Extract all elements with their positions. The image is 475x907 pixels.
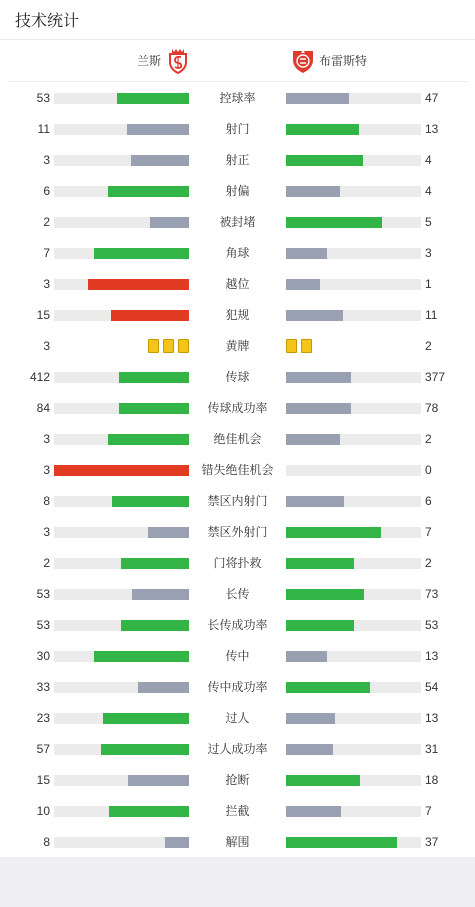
away-stat-bar-fill xyxy=(286,434,340,445)
yellow-card-icon xyxy=(286,339,297,353)
home-stat-bar-fill xyxy=(108,434,189,445)
stat-label: 抢断 xyxy=(225,773,250,787)
home-stat-value: 15 xyxy=(36,308,50,322)
home-stat-bar-fill xyxy=(128,775,189,786)
away-stat-value: 4 xyxy=(425,153,432,167)
home-stat-bar xyxy=(54,403,189,414)
home-stat-value: 8 xyxy=(43,494,50,508)
stat-label: 黄牌 xyxy=(225,339,250,353)
home-team-logo-icon xyxy=(167,48,189,74)
home-stat-bar-fill xyxy=(101,744,189,755)
home-stat-value: 3 xyxy=(43,277,50,291)
page-title: 技术统计 xyxy=(15,13,80,30)
stat-row xyxy=(0,145,475,176)
away-stat-value: 0 xyxy=(425,463,432,477)
home-stat-value: 3 xyxy=(43,463,50,477)
stat-row xyxy=(0,300,475,331)
away-stat-value: 47 xyxy=(425,91,439,105)
stat-label: 越位 xyxy=(225,277,250,291)
home-stat-value: 84 xyxy=(36,401,50,415)
away-team[interactable] xyxy=(292,40,367,81)
yellow-card-icon xyxy=(301,339,312,353)
away-stat-bar xyxy=(286,465,421,476)
home-stat-bar-fill xyxy=(131,155,189,166)
home-stat-value: 53 xyxy=(36,587,50,601)
home-stat-value: 57 xyxy=(36,742,50,756)
away-stat-bar xyxy=(286,837,421,848)
home-stat-bar xyxy=(54,465,189,476)
home-stat-bar xyxy=(54,558,189,569)
away-stat-bar xyxy=(286,682,421,693)
away-team-logo-icon xyxy=(292,48,314,74)
away-stat-bar-fill xyxy=(286,310,343,321)
home-stat-bar xyxy=(54,837,189,848)
yellow-card-icon xyxy=(178,339,189,353)
away-stat-bar-fill xyxy=(286,248,327,259)
home-stat-value: 30 xyxy=(36,649,50,663)
away-stat-bar xyxy=(286,403,421,414)
away-stat-bar-fill xyxy=(286,589,364,600)
away-stat-value: 1 xyxy=(425,277,432,291)
away-stat-bar-fill xyxy=(286,155,363,166)
home-stat-value: 3 xyxy=(43,153,50,167)
home-stat-bar xyxy=(54,713,189,724)
away-stat-value: 2 xyxy=(425,556,432,570)
stat-label: 拦截 xyxy=(225,804,250,818)
home-stat-bar-fill xyxy=(127,124,189,135)
home-stat-bar-fill xyxy=(54,465,189,476)
home-stat-value: 33 xyxy=(36,680,50,694)
away-stat-bar-fill xyxy=(286,527,381,538)
home-stat-bar xyxy=(54,775,189,786)
stat-row xyxy=(0,703,475,734)
away-stat-value: 18 xyxy=(425,773,439,787)
stat-label: 过人成功率 xyxy=(207,742,268,756)
home-stat-bar xyxy=(54,496,189,507)
away-stat-value: 7 xyxy=(425,804,432,818)
home-stat-bar xyxy=(54,279,189,290)
away-stat-bar-fill xyxy=(286,806,341,817)
stat-row xyxy=(0,765,475,796)
stat-label: 门将扑救 xyxy=(213,556,262,570)
stat-row xyxy=(0,827,475,858)
home-stat-value: 3 xyxy=(43,525,50,539)
away-stat-bar xyxy=(286,589,421,600)
stat-label: 控球率 xyxy=(219,91,256,105)
home-stat-bar-fill xyxy=(109,806,189,817)
home-stat-bar-fill xyxy=(103,713,189,724)
stat-label: 解围 xyxy=(225,835,250,849)
away-team-name: 布雷斯特 xyxy=(319,54,368,68)
stat-row xyxy=(0,517,475,548)
home-stat-bar xyxy=(54,682,189,693)
away-stat-value: 31 xyxy=(425,742,439,756)
stat-label: 长传成功率 xyxy=(207,618,268,632)
home-stat-bar xyxy=(54,155,189,166)
stat-label: 被封堵 xyxy=(219,215,256,229)
away-stat-bar xyxy=(286,124,421,135)
home-stat-bar xyxy=(54,806,189,817)
home-stat-value: 8 xyxy=(43,835,50,849)
stat-label: 射偏 xyxy=(225,184,250,198)
away-stat-bar-fill xyxy=(286,279,320,290)
home-stat-bar xyxy=(54,93,189,104)
home-stat-bar-fill xyxy=(94,651,189,662)
away-stat-value: 13 xyxy=(425,122,439,136)
home-stat-value: 3 xyxy=(43,432,50,446)
away-stat-value: 377 xyxy=(425,370,446,384)
stat-label: 射门 xyxy=(225,122,250,136)
away-stat-bar xyxy=(286,217,421,228)
away-stat-bar-fill xyxy=(286,186,340,197)
stat-row xyxy=(0,83,475,114)
away-stat-bar-fill xyxy=(286,217,382,228)
away-stat-bar-fill xyxy=(286,682,370,693)
stat-row xyxy=(0,393,475,424)
stat-label: 错失绝佳机会 xyxy=(201,463,274,477)
home-stat-value: 2 xyxy=(43,556,50,570)
stat-row xyxy=(0,579,475,610)
away-stat-bar xyxy=(286,651,421,662)
stat-row xyxy=(0,424,475,455)
stat-row xyxy=(0,176,475,207)
away-stat-value: 53 xyxy=(425,618,439,632)
home-team-name: 兰斯 xyxy=(136,54,161,68)
home-stat-bar-fill xyxy=(165,837,189,848)
away-stat-value: 13 xyxy=(425,649,439,663)
away-stat-value: 2 xyxy=(425,339,432,353)
home-stat-bar-fill xyxy=(132,589,189,600)
home-stat-bar-fill xyxy=(121,620,189,631)
stat-label: 角球 xyxy=(225,246,250,260)
away-stat-bar xyxy=(286,558,421,569)
stat-row xyxy=(0,269,475,300)
home-stat-bar-fill xyxy=(150,217,189,228)
home-stat-value: 10 xyxy=(36,804,50,818)
away-stat-bar-fill xyxy=(286,620,354,631)
stat-row xyxy=(0,796,475,827)
away-stat-bar xyxy=(286,744,421,755)
home-stat-bar xyxy=(54,589,189,600)
home-stat-bar-fill xyxy=(94,248,189,259)
stat-label: 犯规 xyxy=(225,308,250,322)
stat-row xyxy=(0,455,475,486)
away-stat-value: 2 xyxy=(425,432,432,446)
away-yellow-cards xyxy=(286,339,312,353)
home-stat-value: 3 xyxy=(43,339,50,353)
stat-row xyxy=(0,486,475,517)
stat-row xyxy=(0,734,475,765)
away-stat-bar-fill xyxy=(286,651,327,662)
stat-label: 长传 xyxy=(225,587,250,601)
home-stat-value: 7 xyxy=(43,246,50,260)
home-stat-bar xyxy=(54,744,189,755)
home-stat-bar-fill xyxy=(119,403,189,414)
stat-label: 射正 xyxy=(225,153,250,167)
away-stat-value: 3 xyxy=(425,246,432,260)
away-stat-bar-fill xyxy=(286,558,354,569)
home-stat-value: 11 xyxy=(37,122,50,136)
home-stat-value: 15 xyxy=(36,773,50,787)
home-stat-bar xyxy=(54,310,189,321)
stat-row xyxy=(0,548,475,579)
stat-row xyxy=(0,610,475,641)
home-stat-bar-fill xyxy=(111,310,189,321)
away-stat-bar-fill xyxy=(286,124,359,135)
away-stat-bar-fill xyxy=(286,775,360,786)
stat-label: 绝佳机会 xyxy=(213,432,262,446)
stat-row xyxy=(0,641,475,672)
home-stat-value: 53 xyxy=(36,618,50,632)
stat-label: 过人 xyxy=(225,711,250,725)
home-stat-bar-fill xyxy=(119,372,189,383)
stat-row xyxy=(0,331,475,362)
away-stat-bar xyxy=(286,620,421,631)
stat-label: 禁区内射门 xyxy=(207,494,268,508)
away-stat-bar xyxy=(286,186,421,197)
away-stat-bar xyxy=(286,248,421,259)
stat-row xyxy=(0,238,475,269)
away-stat-bar xyxy=(286,713,421,724)
away-stat-value: 7 xyxy=(425,525,432,539)
teams-header xyxy=(8,40,467,82)
home-stat-bar-fill xyxy=(138,682,189,693)
home-stat-bar xyxy=(54,217,189,228)
away-stat-bar xyxy=(286,775,421,786)
home-stat-bar xyxy=(54,186,189,197)
away-stat-value: 6 xyxy=(425,494,432,508)
stat-label: 传球成功率 xyxy=(207,401,268,415)
away-stat-bar-fill xyxy=(286,372,351,383)
home-stat-value: 23 xyxy=(36,711,50,725)
stats-list xyxy=(0,82,475,858)
away-stat-value: 78 xyxy=(425,401,439,415)
stat-row xyxy=(0,207,475,238)
home-stat-bar-fill xyxy=(148,527,189,538)
away-stat-bar xyxy=(286,279,421,290)
away-stat-bar-fill xyxy=(286,713,335,724)
home-stat-bar-fill xyxy=(121,558,189,569)
away-stat-value: 37 xyxy=(425,835,439,849)
stat-row xyxy=(0,672,475,703)
away-stat-bar-fill xyxy=(286,403,351,414)
away-stat-value: 4 xyxy=(425,184,432,198)
away-stat-value: 5 xyxy=(425,215,432,229)
away-stat-bar xyxy=(286,93,421,104)
away-stat-bar xyxy=(286,372,421,383)
away-stat-bar-fill xyxy=(286,837,397,848)
home-stat-bar-fill xyxy=(108,186,189,197)
home-stat-value: 2 xyxy=(43,215,50,229)
stat-label: 传中成功率 xyxy=(207,680,268,694)
away-stat-value: 11 xyxy=(425,308,438,322)
yellow-card-icon xyxy=(148,339,159,353)
away-stat-value: 73 xyxy=(425,587,439,601)
home-stat-bar xyxy=(54,248,189,259)
away-stat-value: 54 xyxy=(425,680,439,694)
away-stat-bar xyxy=(286,496,421,507)
away-stat-bar-fill xyxy=(286,93,349,104)
stat-label: 禁区外射门 xyxy=(207,525,268,539)
away-stat-bar xyxy=(286,310,421,321)
yellow-card-icon xyxy=(163,339,174,353)
stat-label: 传球 xyxy=(225,370,250,384)
away-stat-bar xyxy=(286,806,421,817)
home-stat-value: 53 xyxy=(36,91,50,105)
away-stat-value: 13 xyxy=(425,711,439,725)
home-stat-value: 6 xyxy=(43,184,50,198)
away-stat-bar xyxy=(286,434,421,445)
home-stat-bar xyxy=(54,620,189,631)
away-stat-bar xyxy=(286,527,421,538)
title-bar xyxy=(0,0,475,40)
away-stat-bar-fill xyxy=(286,496,344,507)
stat-row xyxy=(0,114,475,145)
stat-label: 传中 xyxy=(225,649,250,663)
home-stat-value: 412 xyxy=(29,370,50,384)
home-stat-bar-fill xyxy=(88,279,189,290)
home-stat-bar-fill xyxy=(117,93,189,104)
home-stat-bar xyxy=(54,124,189,135)
home-team[interactable] xyxy=(137,40,189,81)
home-stat-bar xyxy=(54,651,189,662)
home-stat-bar xyxy=(54,434,189,445)
stat-row xyxy=(0,362,475,393)
home-stat-bar-fill xyxy=(112,496,189,507)
home-stat-bar xyxy=(54,372,189,383)
home-yellow-cards xyxy=(148,339,189,353)
away-stat-bar xyxy=(286,155,421,166)
away-stat-bar-fill xyxy=(286,744,333,755)
home-stat-bar xyxy=(54,527,189,538)
